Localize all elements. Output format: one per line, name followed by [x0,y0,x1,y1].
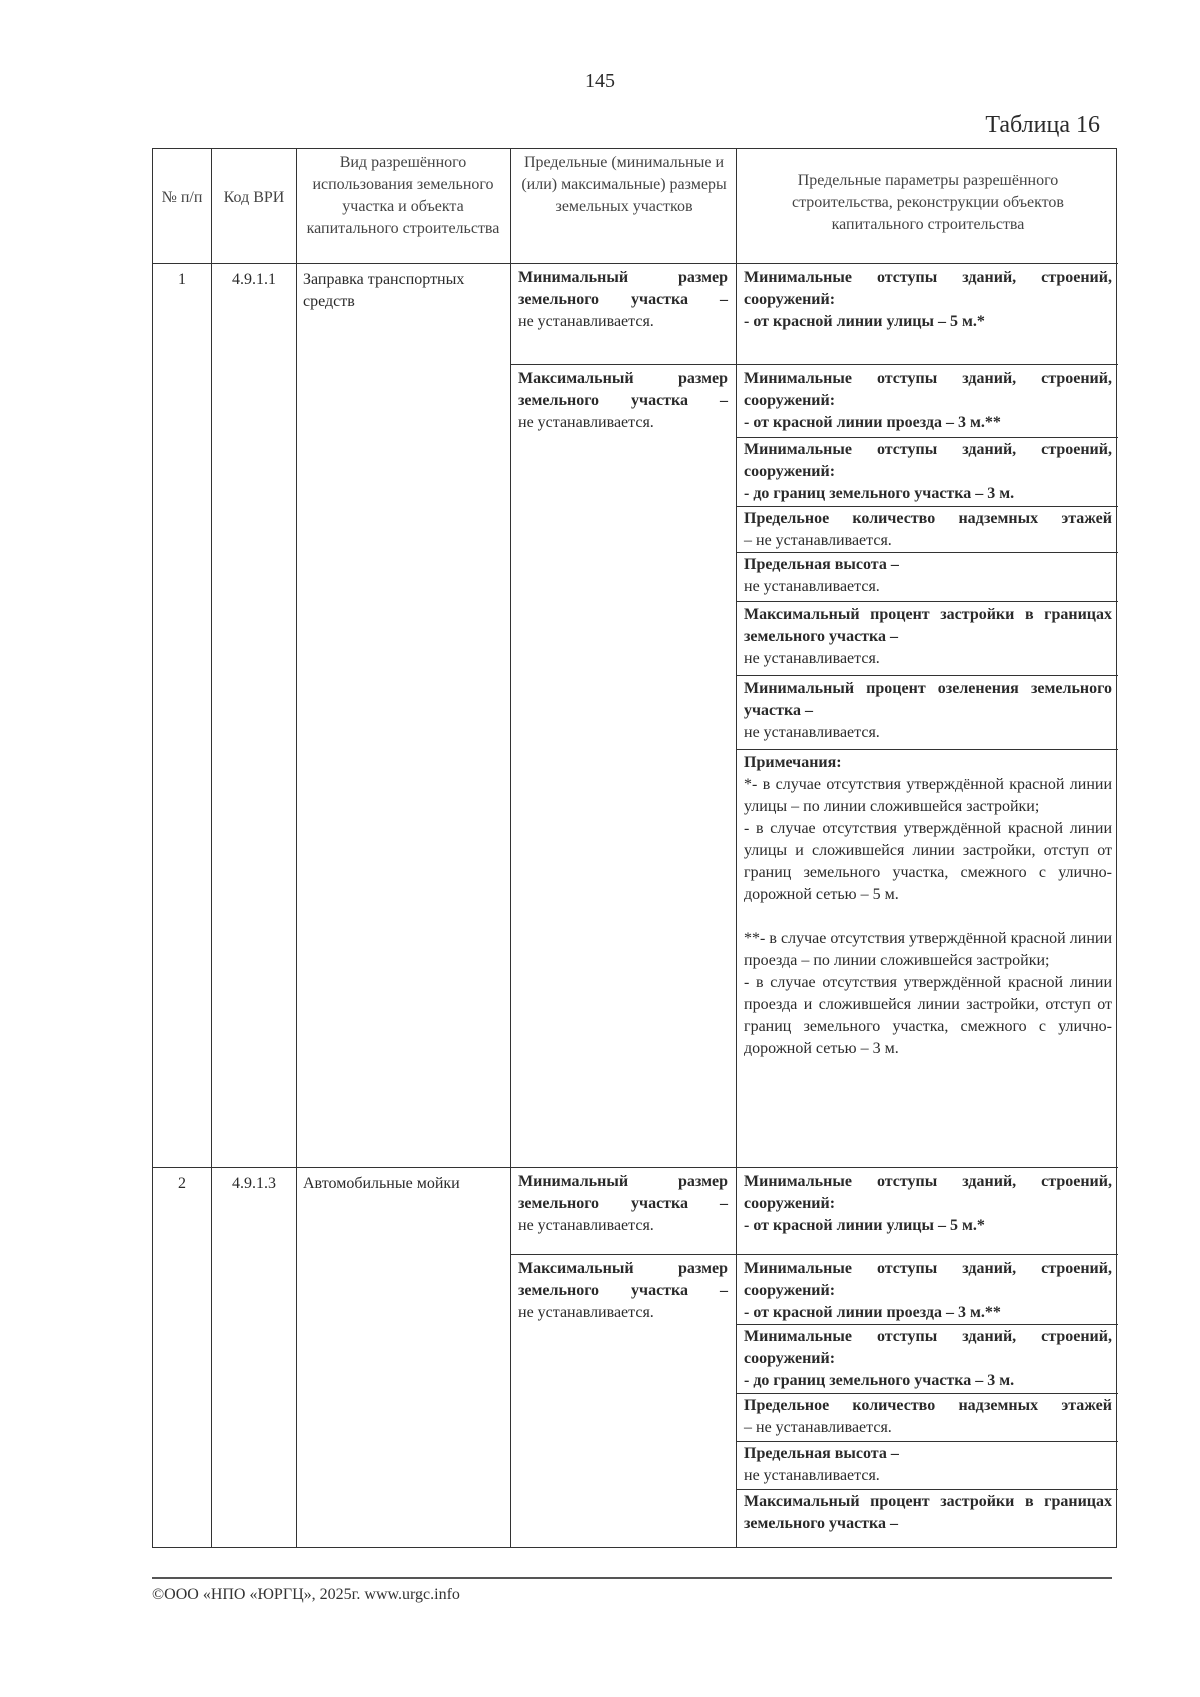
param-value: - от красной линии проезда – 3 м.** [744,414,1001,431]
param-value: не устанавливается. [744,724,880,741]
table-caption: Таблица 16 [985,112,1100,138]
header-num: № п/п [161,189,203,206]
row-1-param [744,267,1112,333]
param-value: – не устанавливается. [744,532,892,549]
row-2-param [744,1491,1112,1535]
param-divider [736,1489,1118,1490]
row-2-name: Автомобильные мойки [303,1175,460,1192]
row-2-param [744,1443,1112,1487]
row-1-param [744,554,1112,598]
param-title: Минимальные отступы зданий, строений, сооружений: [744,269,1112,308]
row-2-param [744,1258,1112,1324]
row-2-min-size-title: Минимальный размер земельного участка – [518,1173,728,1212]
param-value: не устанавливается. [744,1467,880,1484]
param-title: Минимальные отступы зданий, строений, сооружений: [744,370,1112,409]
param-divider [736,552,1118,553]
header-type: Вид разрешённого использования земельного участка и объекта капитального строительства [306,154,500,237]
row-divider [510,1254,1118,1255]
param-divider [736,1324,1118,1325]
param-value: - до границ земельного участка – 3 м. [744,485,1015,502]
param-divider [736,675,1118,676]
row-2-num: 2 [178,1175,186,1192]
note: - в случае отсутствия утверждённой красной линии проезда и сложившейся линии застройки, отступ от границ земельного участка, смежного с улично-дорожной сетью – 3 м. [744,974,1112,1057]
param-title: Предельное количество надземных этажей [744,1397,1112,1414]
row-1-max-size-title: Максимальный размер земельного участка – [518,370,728,409]
header-sizes: Предельные (минимальные и (или) максимальные) размеры земельных участков [521,154,727,215]
row-2-max-size-title: Максимальный размер земельного участка – [518,1260,728,1299]
param-title: Минимальные отступы зданий, строений, сооружений: [744,1328,1112,1367]
row-2-min-size-value: не устанавливается. [518,1217,654,1234]
header-divider [153,263,1118,264]
param-value: - от красной линии улицы – 5 м.* [744,313,985,330]
row-1-num: 1 [178,271,186,288]
row-2-min-size [518,1171,728,1237]
footer-divider [152,1577,1112,1579]
row-2-param [744,1326,1112,1392]
header-params: Предельные параметры разрешённого строительства, реконструкции объектов капитального строительства [792,172,1064,233]
param-title: Максимальный процент застройки в границах земельного участка – [744,1493,1112,1532]
header-code: Код ВРИ [223,189,285,206]
note: **- в случае отсутствия утверждённой красной линии проезда – по линии сложившейся застройки; [744,930,1112,969]
row-1-max-size [518,368,728,434]
note: *- в случае отсутствия утверждённой красной линии улицы – по линии сложившейся застройки; [744,776,1112,815]
column-divider [296,149,297,1547]
row-1-param [744,368,1112,434]
param-divider [736,1441,1118,1442]
row-1-param [744,678,1112,744]
param-title: Предельное количество надземных этажей [744,510,1112,527]
row-1-param [744,604,1112,670]
param-title: Минимальные отступы зданий, строений, сооружений: [744,441,1112,480]
param-divider [736,506,1118,507]
row-2-param [744,1171,1112,1237]
param-value: - до границ земельного участка – 3 м. [744,1372,1015,1389]
row-2-param [744,1395,1112,1439]
column-divider [211,149,212,1547]
row-divider [153,1167,1118,1168]
param-title: Предельная высота – [744,1445,899,1462]
row-2-max-size-value: не устанавливается. [518,1304,654,1321]
param-title: Минимальные отступы зданий, строений, сооружений: [744,1173,1112,1212]
row-1-code: 4.9.1.1 [232,271,276,288]
param-value: - от красной линии проезда – 3 м.** [744,1304,1001,1321]
param-title: Минимальные отступы зданий, строений, сооружений: [744,1260,1112,1299]
page-number: 145 [585,70,615,92]
param-value: не устанавливается. [744,650,880,667]
row-1-param [744,439,1112,505]
row-1-min-size-value: не устанавливается. [518,313,654,330]
regulations-table [152,148,1117,1548]
param-title: Минимальный процент озеленения земельного участка – [744,680,1112,719]
param-divider [736,601,1118,602]
row-2-max-size [518,1258,728,1324]
row-1-param [744,508,1112,552]
param-divider [736,437,1118,438]
note: - в случае отсутствия утверждённой красной линии улицы и сложившейся линии застройки, отступ от границ земельного участка, смежного с улично-дорожной сетью – 5 м. [744,820,1112,903]
param-title: Предельная высота – [744,556,899,573]
row-1-min-size [518,267,728,333]
row-divider [510,364,1118,365]
param-divider [736,749,1118,750]
row-1-max-size-value: не устанавливается. [518,414,654,431]
param-title: Максимальный процент застройки в границах земельного участка – [744,606,1112,645]
notes-title: Примечания: [744,754,842,771]
row-1-name: Заправка транспортных средств [303,271,465,310]
param-divider [736,1393,1118,1394]
footer-copyright: ©ООО «НПО «ЮРГЦ», 2025г. www.urgc.info [152,1586,460,1603]
row-1-min-size-title: Минимальный размер земельного участка – [518,269,728,308]
param-value: - от красной линии улицы – 5 м.* [744,1217,985,1234]
param-value: не устанавливается. [744,578,880,595]
param-value: – не устанавливается. [744,1419,892,1436]
row-1-notes [744,752,1112,1060]
column-divider [510,149,511,1547]
column-divider [736,149,737,1547]
row-2-code: 4.9.1.3 [232,1175,276,1192]
